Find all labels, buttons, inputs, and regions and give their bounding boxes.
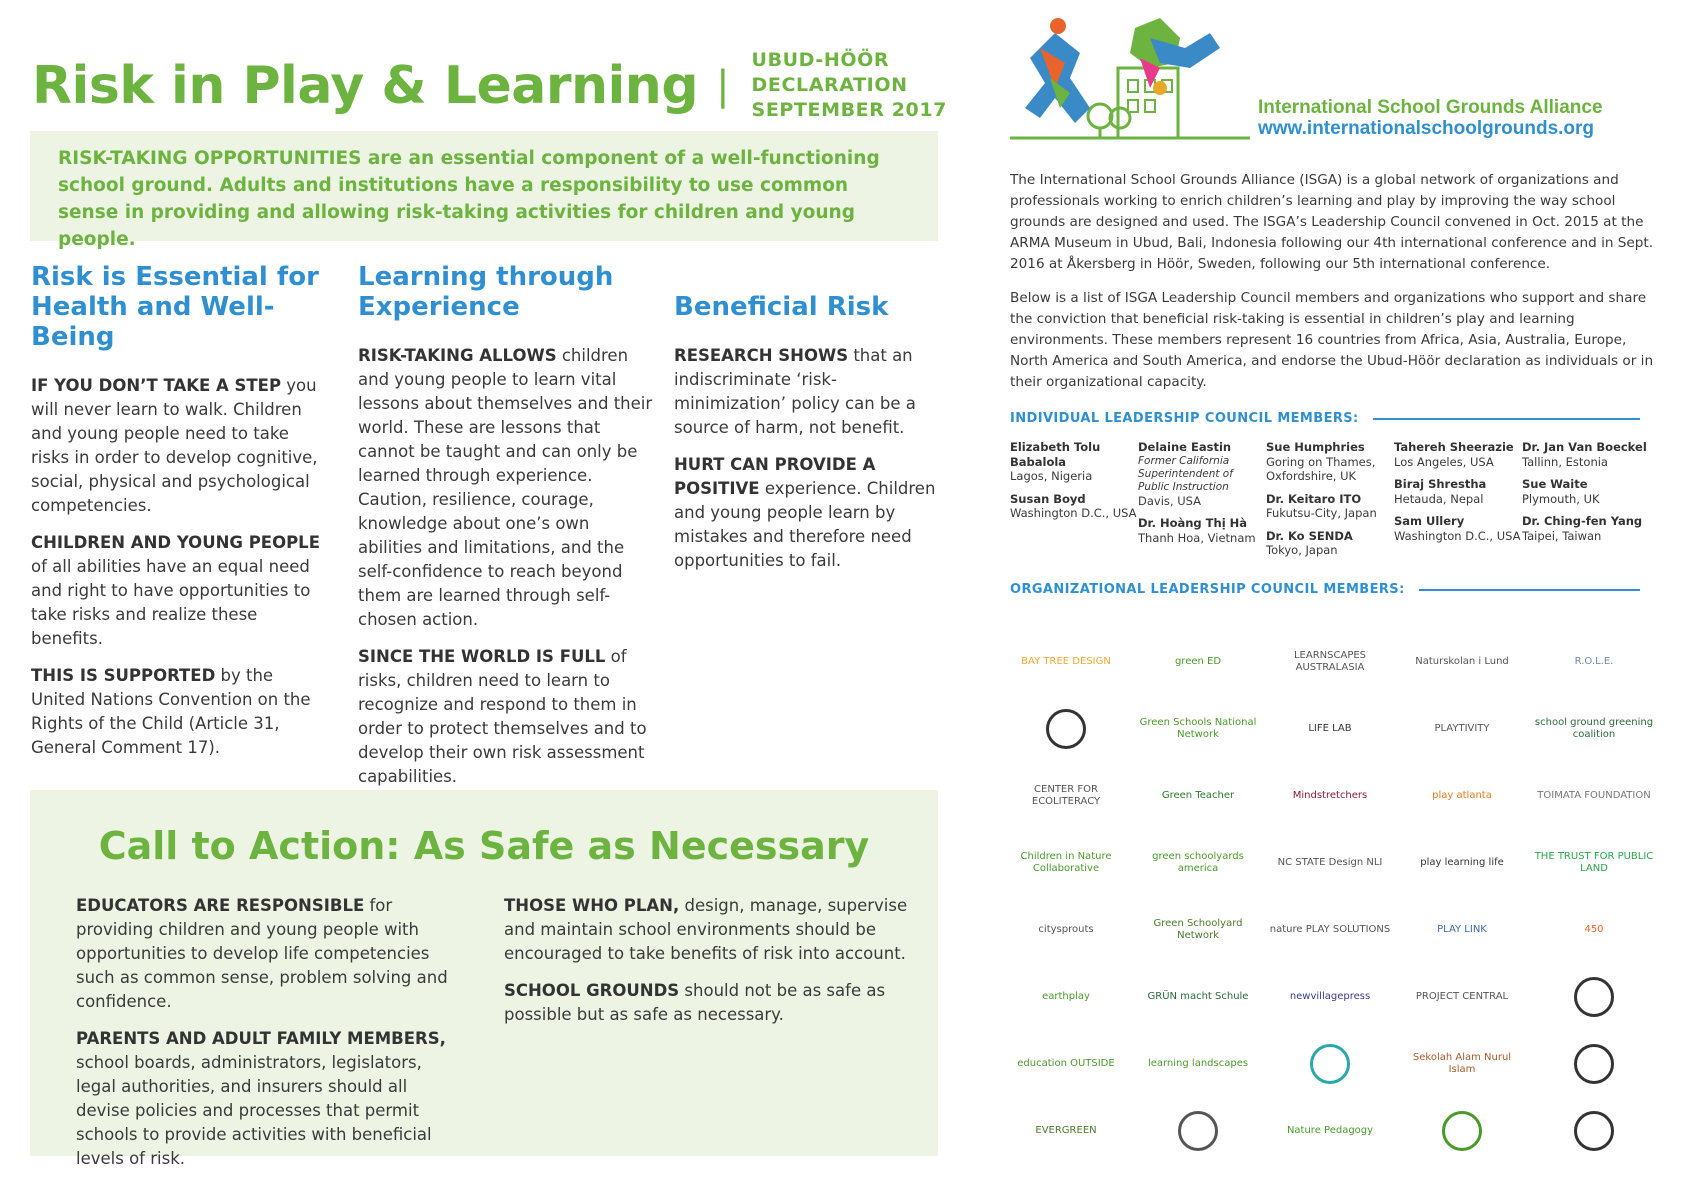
cta-paragraph — [76, 894, 466, 1014]
paragraph-body: children and young people to learn vital lessons about themselves and their world. These are lessons that cannot be taught and can only be learned through experience. Caution, resilience, courage, knowledge about one’s own abilities and limitations, and the self-confidence to reach beyond them are learned through self-chosen action. — [358, 346, 653, 629]
organization-logo — [1264, 628, 1396, 695]
member-entry — [1010, 440, 1138, 484]
member-role: Former California Superintendent of Public Instruction — [1138, 454, 1233, 493]
cta-paragraph — [504, 894, 914, 966]
member-name: Dr. Hoàng Thị Hà — [1138, 516, 1248, 530]
organization-logo — [1396, 896, 1528, 963]
member-name: Sue Waite — [1522, 477, 1588, 491]
declaration-name: UBUD-HÖÖR DECLARATION — [751, 49, 908, 96]
title-subtitle — [752, 48, 960, 123]
heading-rule — [1419, 589, 1640, 591]
section-heading-text: INDIVIDUAL LEADERSHIP COUNCIL MEMBERS: — [1010, 411, 1359, 426]
member-location: Fukutsu-City, Japan — [1266, 506, 1377, 520]
isga-members-intro: Below is a list of ISGA Leadership Council members and organizations who support and share the conviction that beneficial risk-taking is essential in children’s play and learning environments. These members represent 16 countries from Africa, Asia, Australia, Europe, North America and South America, and endorse the Ubud-Höör declaration as individuals or in their organizational capacity. — [1010, 290, 1654, 390]
member-location: Washington D.C., USA — [1010, 506, 1137, 520]
member-location: Hetauda, Nepal — [1394, 491, 1484, 506]
organization-logo — [1264, 695, 1396, 762]
member-name: Dr. Jan Van Boeckel — [1522, 440, 1647, 454]
organization-logo-label: school ground greening coalition — [1534, 716, 1654, 740]
paragraph-body: of risks, children need to learn to recognize and respond to them in order to protect themselves and to develop their own risk assessment capabilities. — [358, 647, 647, 786]
organization-logo — [1528, 762, 1660, 829]
member-name: Dr. Ko SENDA — [1266, 528, 1353, 543]
paragraph-lead: THIS IS SUPPORTED — [31, 666, 216, 685]
column-paragraph — [358, 344, 658, 632]
paragraph-body: design, manage, supervise and maintain school environments should be encouraged to take benefits of risk into account. — [504, 896, 908, 963]
member-name: Susan Boyd — [1010, 491, 1086, 506]
member-column — [1522, 440, 1650, 566]
title-row — [32, 48, 960, 123]
member-column — [1138, 440, 1266, 566]
page-title: Risk in Play & Learning — [32, 55, 699, 116]
individual-members-grid — [1010, 440, 1650, 566]
organization-logo-label: THE TRUST FOR PUBLIC LAND — [1534, 850, 1654, 874]
isga-description: The International School Grounds Alliance (ISGA) is a global network of organizations and professionals working to enrich children’s learning and play by improving the way school grounds are designed and used. The ISGA’s Leadership Council convened in Oct. 2015 at the ARMA Museum in Ubud, Bali, Indonesia following our 4th international conference and in Sept. 2016 at Åkersberg in Höör, Sweden, following our 5th international conference. — [1010, 172, 1654, 272]
organization-logo — [1000, 1030, 1132, 1097]
column-beneficial-risk — [674, 262, 944, 586]
cta-paragraph — [76, 1027, 466, 1171]
member-entry — [1522, 477, 1650, 506]
member-name: Dr. Keitaro ITO — [1266, 491, 1362, 506]
paragraph-lead: RESEARCH SHOWS — [674, 346, 849, 365]
organization-logo — [1132, 695, 1264, 762]
declaration-date: SEPTEMBER 2017 — [751, 99, 947, 121]
organization-logo — [1132, 829, 1264, 896]
column-paragraph — [31, 374, 331, 518]
organization-logo — [1132, 628, 1264, 695]
organization-logo — [1264, 1030, 1396, 1097]
organization-logo — [1528, 896, 1660, 963]
organization-logo — [1000, 762, 1132, 829]
organization-logo — [1132, 1030, 1264, 1097]
call-to-action-box — [30, 790, 938, 1168]
column-paragraph — [31, 664, 331, 760]
member-entry — [1266, 440, 1394, 484]
paragraph-body: school boards, administrators, legislators, legal authorities, and insurers should all devise policies and processes that permit schools to provide activities with beneficial levels of risk. — [76, 1053, 432, 1168]
paragraph-lead: HURT CAN PROVIDE A POSITIVE — [674, 455, 876, 498]
organization-logo — [1000, 1097, 1132, 1164]
organization-logo-label: Mindstretchers — [1292, 789, 1368, 801]
organization-logo-label: TOIMATA FOUNDATION — [1537, 789, 1651, 801]
organization-logo — [1396, 963, 1528, 1030]
isga-logo-illustration — [1010, 8, 1260, 143]
column-paragraph — [674, 453, 944, 573]
organization-logo — [1000, 896, 1132, 963]
organization-logo — [1528, 628, 1660, 695]
paragraph-lead: THOSE WHO PLAN, — [504, 896, 680, 915]
column-paragraph — [358, 645, 658, 789]
organization-logo — [1528, 829, 1660, 896]
organization-emblem-icon — [1574, 977, 1614, 1017]
member-name: Biraj Shrestha — [1394, 477, 1487, 491]
organization-logo-label: NC STATE Design NLI — [1277, 856, 1383, 868]
organization-logo-label: BAY TREE DESIGN — [1021, 655, 1111, 667]
organization-logo — [1396, 628, 1528, 695]
organization-logo — [1528, 695, 1660, 762]
organizational-members-heading — [1010, 582, 1640, 597]
organization-logo — [1528, 1097, 1660, 1164]
member-name: Dr. Ching-fen Yang — [1522, 514, 1643, 528]
paragraph-body: you will never learn to walk. Children and young people need to take risks in order to develop cognitive, social, physical and psychological competencies. — [31, 376, 318, 515]
paragraph-lead: PARENTS AND ADULT FAMILY MEMBERS, — [76, 1029, 446, 1048]
member-location: Lagos, Nigeria — [1010, 469, 1093, 483]
organization-logo — [1528, 963, 1660, 1030]
organization-emblem-icon — [1310, 1044, 1350, 1084]
organization-logo — [1264, 762, 1396, 829]
organization-logo-label: learning landscapes — [1147, 1057, 1249, 1069]
heading-rule — [1373, 418, 1640, 420]
member-location: Washington D.C., USA — [1394, 528, 1521, 543]
organization-logo — [1396, 695, 1528, 762]
member-location: Davis, USA — [1138, 493, 1202, 508]
organization-logo-label: PROJECT CENTRAL — [1415, 990, 1509, 1002]
paragraph-lead: IF YOU DON’T TAKE A STEP — [31, 376, 282, 395]
organization-logo-label: green schoolyards america — [1152, 850, 1244, 874]
paragraph-lead: EDUCATORS ARE RESPONSIBLE — [76, 896, 365, 915]
organization-logo-label: Green Teacher — [1161, 789, 1235, 801]
organization-logo-label: PLAY LINK — [1437, 923, 1487, 935]
intro-lead: RISK-TAKING OPPORTUNITIES — [58, 148, 362, 169]
paragraph-lead: SCHOOL GROUNDS — [504, 981, 680, 1000]
organization-emblem-icon — [1574, 1044, 1614, 1084]
member-location: Thanh Hoa, Vietnam — [1138, 530, 1256, 545]
organization-logo-label: GRÜN macht Schule — [1147, 990, 1249, 1002]
member-name: Tahereh Sheerazie — [1394, 440, 1514, 454]
organization-logo-label: Nature Pedagogy — [1286, 1124, 1374, 1136]
organization-logo — [1000, 695, 1132, 762]
organization-logo — [1000, 963, 1132, 1030]
organization-logo-label: 450 — [1584, 923, 1604, 935]
section-heading-text: ORGANIZATIONAL LEADERSHIP COUNCIL MEMBERS: — [1010, 582, 1405, 597]
isga-name: International School Grounds Alliance — [1258, 97, 1603, 118]
organization-logo — [1132, 896, 1264, 963]
organization-logo-label: nature PLAY SOLUTIONS — [1269, 923, 1391, 935]
member-location: Taipei, Taiwan — [1522, 528, 1602, 543]
organization-logo — [1396, 829, 1528, 896]
organization-emblem-icon — [1178, 1111, 1218, 1151]
intro-text — [58, 145, 910, 253]
organization-logo — [1264, 963, 1396, 1030]
organization-logo-label: R.O.L.E. — [1574, 655, 1614, 667]
individual-members-heading — [1010, 411, 1640, 426]
member-entry — [1522, 440, 1650, 469]
member-name: Sue Humphries — [1266, 440, 1365, 454]
column-heading: Beneficial Risk — [674, 292, 889, 322]
organization-logo-label: Green Schoolyard Network — [1153, 917, 1243, 941]
member-entry — [1138, 440, 1266, 508]
member-entry — [1266, 529, 1394, 558]
paragraph-lead: CHILDREN AND YOUNG PEOPLE — [31, 533, 320, 552]
member-column — [1010, 440, 1138, 566]
call-to-action-title: Call to Action: As Safe as Necessary — [98, 824, 870, 868]
organization-logo-label: Naturskolan i Lund — [1415, 655, 1509, 667]
organization-emblem-icon — [1046, 709, 1086, 749]
title-separator: | — [716, 62, 730, 109]
paragraph-body: of all abilities have an equal need and right to have opportunities to take risks and realize these benefits. — [31, 557, 311, 648]
organization-logo-label: education OUTSIDE — [1017, 1057, 1115, 1069]
organization-emblem-icon — [1442, 1111, 1482, 1151]
column-health — [31, 262, 331, 773]
isga-panel — [1000, 0, 1689, 1193]
member-name: Sam Ullery — [1394, 514, 1465, 528]
organization-logo — [1264, 829, 1396, 896]
organization-logo — [1396, 762, 1528, 829]
organization-logo-label: play learning life — [1420, 856, 1504, 868]
paragraph-body: should not be as safe as possible but as safe as necessary. — [504, 981, 886, 1024]
member-column — [1394, 440, 1522, 566]
paragraph-body: experience. Children and young people learn by mistakes and therefore need opportunities to fail. — [674, 479, 936, 570]
organization-logo-label: CENTER FOR ECOLITERACY — [1031, 783, 1101, 807]
organization-logo — [1132, 1097, 1264, 1164]
paragraph-body: for providing children and young people with opportunities to develop life competencies such as common sense, problem solving and confidence. — [76, 896, 448, 1011]
column-paragraph — [31, 531, 331, 651]
intro-body: are an essential component of a well-functioning school ground. Adults and institutions have a responsibility to use common sense in providing and allowing risk-taking activities for children and young people. — [58, 148, 880, 250]
organization-logo — [1528, 1030, 1660, 1097]
member-column — [1266, 440, 1394, 566]
column-heading: Risk is Essential for Health and Well-Being — [31, 262, 319, 352]
member-name: Delaine Eastin — [1138, 440, 1232, 454]
organization-logo — [1264, 896, 1396, 963]
member-location: Tallinn, Estonia — [1522, 454, 1608, 469]
column-experience — [358, 262, 658, 802]
member-entry — [1394, 514, 1522, 543]
member-location: Tokyo, Japan — [1266, 543, 1338, 557]
organization-logo-label: green ED — [1174, 655, 1222, 667]
organization-logo-label: earthplay — [1042, 990, 1090, 1002]
cta-paragraph — [504, 979, 914, 1027]
member-entry — [1266, 492, 1394, 521]
organization-logo-label: PLAYTIVITY — [1434, 722, 1490, 734]
member-location: Los Angeles, USA — [1394, 454, 1494, 469]
organization-logo-grid — [1000, 628, 1660, 1164]
organization-logo-label: Green Schools National Network — [1139, 716, 1257, 740]
member-entry — [1010, 492, 1138, 521]
column-paragraph — [674, 344, 944, 440]
organization-logo-label: EVERGREEN — [1035, 1124, 1097, 1136]
member-entry — [1394, 477, 1522, 506]
organization-logo-label: LEARNSCAPES AUSTRALASIA — [1293, 649, 1367, 673]
paragraph-lead: RISK-TAKING ALLOWS — [358, 346, 557, 365]
organization-logo-label: play atlanta — [1432, 789, 1492, 801]
organization-logo — [1396, 1030, 1528, 1097]
member-entry — [1394, 440, 1522, 469]
member-location: Plymouth, UK — [1522, 491, 1600, 506]
paragraph-body: by the United Nations Convention on the Rights of the Child (Article 31, General Comment 17). — [31, 666, 311, 757]
organization-logo — [1264, 1097, 1396, 1164]
call-to-action-right — [504, 894, 914, 1040]
organization-emblem-icon — [1574, 1111, 1614, 1151]
organization-logo — [1132, 963, 1264, 1030]
intro-box — [30, 131, 938, 250]
paragraph-lead: SINCE THE WORLD IS FULL — [358, 647, 606, 666]
organization-logo-label: newvillagepress — [1289, 990, 1371, 1002]
organization-logo — [1396, 1097, 1528, 1164]
organization-logo-label: citysprouts — [1038, 923, 1094, 935]
organization-logo — [1000, 829, 1132, 896]
member-location: Goring on Thames, Oxfordshire, UK — [1266, 454, 1376, 483]
member-entry — [1138, 516, 1266, 545]
member-name: Elizabeth Tolu Babalola — [1010, 440, 1101, 469]
paragraph-body: that an indiscriminate ‘risk-minimization’ policy can be a source of harm, not benefit. — [674, 346, 916, 437]
organization-logo — [1000, 628, 1132, 695]
organization-logo-label: LIFE LAB — [1308, 722, 1352, 734]
member-entry — [1522, 514, 1650, 543]
column-heading: Learning through Experience — [358, 262, 614, 322]
organization-logo-label: Children in Nature Collaborative — [1020, 850, 1112, 874]
organization-logo — [1132, 762, 1264, 829]
organization-logo-label: Sekolah Alam Nurul Islam — [1412, 1051, 1512, 1075]
call-to-action-left — [76, 894, 466, 1184]
isga-url[interactable]: www.internationalschoolgrounds.org — [1258, 118, 1595, 139]
